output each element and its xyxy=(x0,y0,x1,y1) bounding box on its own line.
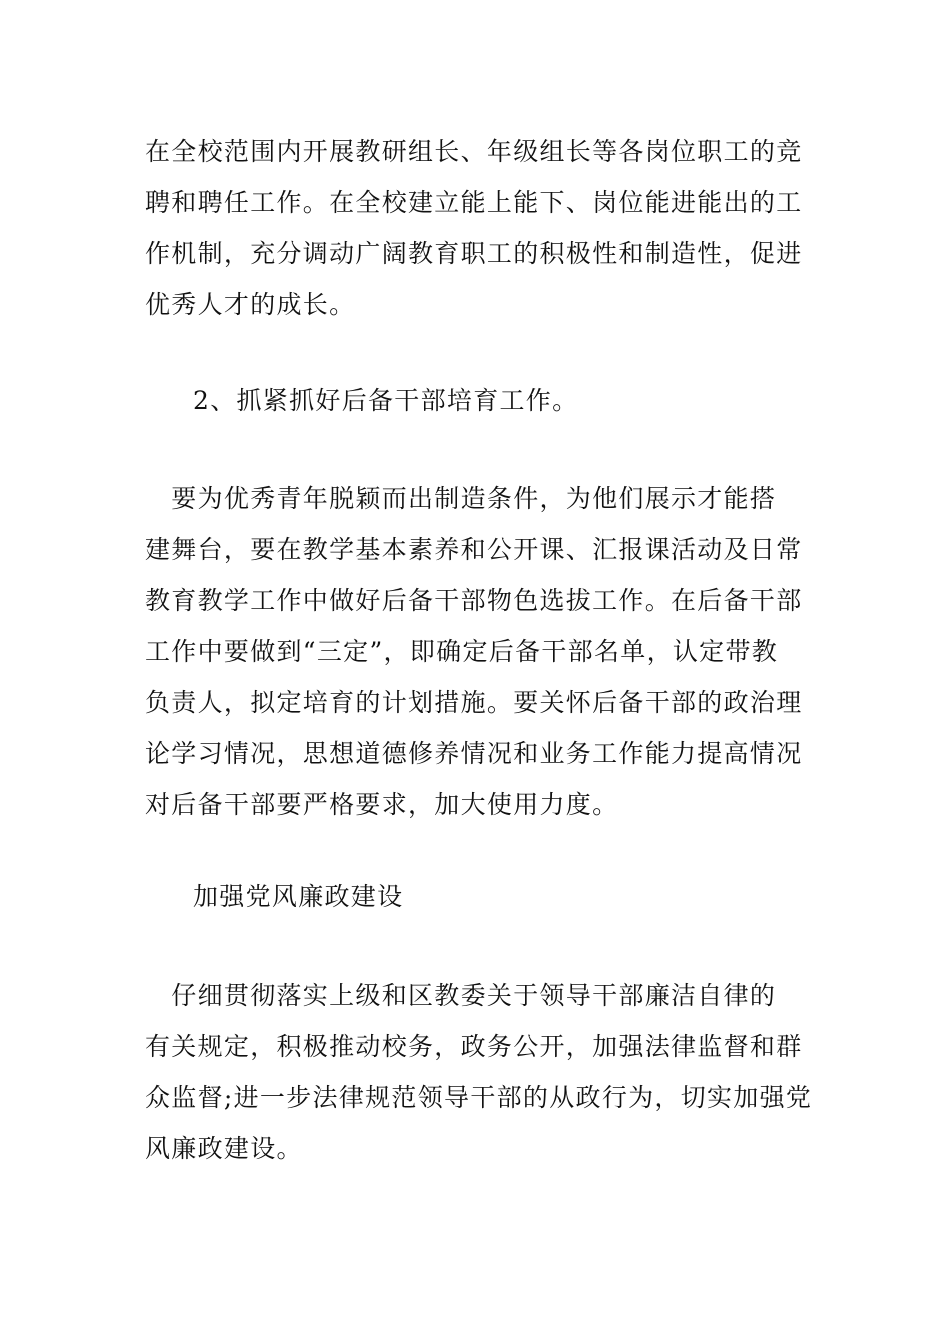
text-line: 仔细贯彻落实上级和区教委关于领导干部廉洁自律的 xyxy=(145,981,777,1010)
text-line: 负责人，拟定培育的计划措施。要关怀后备干部的政治理 xyxy=(145,688,803,717)
paragraph-job-competition xyxy=(145,126,815,330)
section-heading-reserve-cadres xyxy=(193,375,863,426)
text-line: 教育教学工作中做好后备干部物色选拔工作。在后备干部 xyxy=(145,586,803,615)
text-line: 优秀人才的成长。 xyxy=(145,290,356,319)
text-line: 聘和聘任工作。在全校建立能上能下、岗位能进能出的工 xyxy=(145,188,803,217)
text-line: 要为优秀青年脱颖而出制造条件，为他们展示才能搭 xyxy=(145,484,777,513)
text-line: 工作中要做到“三定”，即确定后备干部名单，认定带教 xyxy=(145,637,779,666)
text-line: 有关规定，积极推动校务，政务公开，加强法律监督和群 xyxy=(145,1032,803,1061)
text-line: 风廉政建设。 xyxy=(145,1134,303,1163)
paragraph-reserve-cadres xyxy=(145,473,815,830)
text-line: 在全校范围内开展教研组长、年级组长等各岗位职工的竞 xyxy=(145,137,803,166)
text-line: 对后备干部要严格要求，加大使用力度。 xyxy=(145,790,619,819)
paragraph-integrity xyxy=(145,970,815,1174)
text-line: 加强党风廉政建设 xyxy=(193,882,404,911)
section-heading-integrity xyxy=(193,871,863,922)
text-line: 建舞台，要在教学基本素养和公开课、汇报课活动及日常 xyxy=(145,535,803,564)
text-line: 作机制，充分调动广阔教育职工的积极性和制造性，促进 xyxy=(145,239,803,268)
text-line: 论学习情况，思想道德修养情况和业务工作能力提高情况 xyxy=(145,739,803,768)
text-line: 2、抓紧抓好后备干部培育工作。 xyxy=(193,386,579,415)
text-line: 众监督;进一步法律规范领导干部的从政行为，切实加强党 xyxy=(145,1083,813,1112)
